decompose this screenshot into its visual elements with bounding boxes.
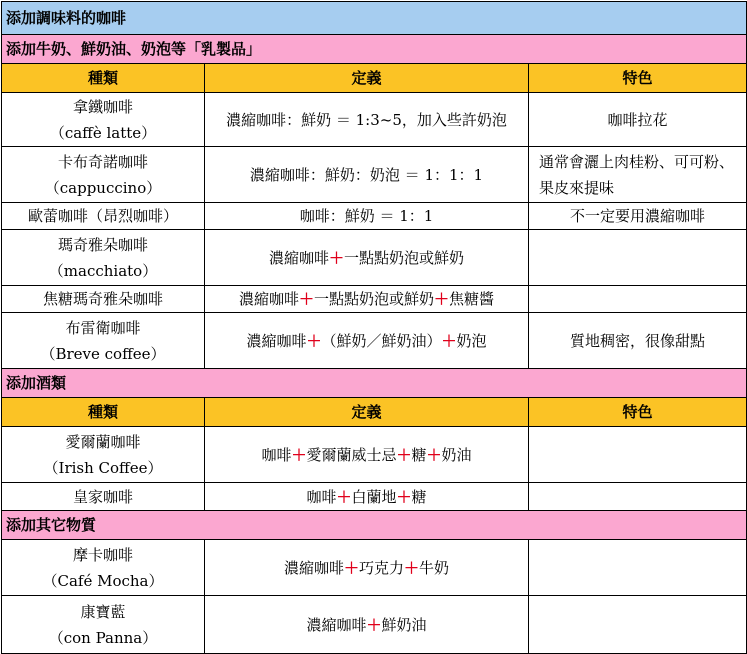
table-row <box>2 230 747 286</box>
definition-cell <box>205 286 529 313</box>
feature-cell: 質地稠密，很像甜點 <box>529 313 747 369</box>
ingredient: 濃縮咖啡 <box>306 615 367 634</box>
coffee-type-cell <box>2 483 205 511</box>
plus-sign: ＋ <box>291 445 307 464</box>
ingredient: 濃縮咖啡 <box>283 558 344 577</box>
definition-cell <box>205 93 529 147</box>
coffee-type-cell <box>2 147 205 203</box>
definition-cell <box>205 230 529 286</box>
ingredient: 糖 <box>411 487 427 506</box>
feature-cell <box>529 596 747 654</box>
coffee-name: 卡布奇諾咖啡 <box>57 152 148 171</box>
ingredient: 白蘭地 <box>351 487 397 506</box>
table-row <box>2 427 747 483</box>
definition-cell <box>205 313 529 369</box>
section-row <box>2 369 747 398</box>
ingredient: （鮮奶／鮮奶油） <box>321 331 442 350</box>
coffee-name: 瑪奇雅朵咖啡 <box>57 235 148 254</box>
coffee-type-cell <box>2 596 205 654</box>
coffee-name: 布雷衛咖啡 <box>65 318 141 337</box>
table-row <box>2 540 747 596</box>
coffee-table <box>1 1 747 654</box>
feature-cell: 不一定要用濃縮咖啡 <box>529 203 747 230</box>
definition-cell <box>205 483 529 511</box>
ingredient: 一點點奶泡或鮮奶 <box>344 248 465 267</box>
coffee-name: 焦糖瑪奇雅朵咖啡 <box>42 290 163 308</box>
ingredient: 濃縮咖啡 <box>246 331 307 350</box>
table-row <box>2 596 747 654</box>
ingredient: 濃縮咖啡 <box>238 290 299 308</box>
table-row <box>2 203 747 230</box>
header-row <box>2 64 747 93</box>
coffee-type-cell <box>2 93 205 147</box>
section-title: 添加酒類 <box>2 369 747 398</box>
ingredient: 濃縮咖啡：鮮奶 ＝ 1:3~5，加入些許奶泡 <box>226 110 507 129</box>
plus-sign: ＋ <box>426 445 442 464</box>
coffee-name-en: （cappuccino） <box>44 178 162 197</box>
plus-sign: ＋ <box>404 558 420 577</box>
feature-cell <box>529 286 747 313</box>
coffee-type-cell <box>2 203 205 230</box>
ingredient: 濃縮咖啡：鮮奶：奶泡 ＝ 1：1：1 <box>249 165 484 184</box>
coffee-name-en: （macchiato） <box>48 261 158 280</box>
table-row <box>2 147 747 203</box>
coffee-name: 拿鐵咖啡 <box>72 97 133 116</box>
plus-sign: ＋ <box>441 331 457 350</box>
plus-sign: ＋ <box>306 331 322 350</box>
plus-sign: ＋ <box>396 487 412 506</box>
ingredient: 咖啡：鮮奶 ＝ 1：1 <box>299 207 434 225</box>
table-title: 添加調味料的咖啡 <box>2 2 747 35</box>
coffee-type-cell <box>2 286 205 313</box>
ingredient: 一點點奶泡或鮮奶 <box>313 290 434 308</box>
header-definition: 定義 <box>205 64 529 93</box>
coffee-name-en: （con Panna） <box>48 628 158 647</box>
plus-sign: ＋ <box>434 290 450 308</box>
coffee-type-cell <box>2 540 205 596</box>
plus-sign: ＋ <box>343 558 359 577</box>
feature-cell <box>529 540 747 596</box>
header-feature: 特色 <box>529 64 747 93</box>
coffee-name-en: （caffè latte） <box>49 123 157 142</box>
table-row <box>2 313 747 369</box>
ingredient: 咖啡 <box>261 445 292 464</box>
coffee-name: 愛爾蘭咖啡 <box>65 432 141 451</box>
header-definition: 定義 <box>205 398 529 427</box>
ingredient: 奶泡 <box>456 331 487 350</box>
coffee-name: 皇家咖啡 <box>72 487 133 506</box>
section-row <box>2 35 747 64</box>
ingredient: 濃縮咖啡 <box>268 248 329 267</box>
ingredient: 愛爾蘭威士忌 <box>306 445 397 464</box>
header-type: 種類 <box>2 398 205 427</box>
coffee-type-cell <box>2 427 205 483</box>
definition-cell <box>205 147 529 203</box>
coffee-type-cell <box>2 313 205 369</box>
table-row <box>2 93 747 147</box>
plus-sign: ＋ <box>366 615 382 634</box>
definition-cell <box>205 427 529 483</box>
ingredient: 巧克力 <box>358 558 404 577</box>
ingredient: 奶油 <box>441 445 472 464</box>
plus-sign: ＋ <box>396 445 412 464</box>
coffee-name: 摩卡咖啡 <box>72 545 133 564</box>
coffee-name-en: （Irish Coffee） <box>43 458 163 477</box>
header-type: 種類 <box>2 64 205 93</box>
table-row <box>2 483 747 511</box>
definition-cell <box>205 596 529 654</box>
feature-cell <box>529 483 747 511</box>
coffee-type-cell <box>2 230 205 286</box>
ingredient: 鮮奶油 <box>381 615 427 634</box>
table-row <box>2 286 747 313</box>
coffee-name: 歐蕾咖啡（昂烈咖啡） <box>27 207 178 225</box>
coffee-name-en: （Breve coffee） <box>40 344 166 363</box>
definition-cell <box>205 540 529 596</box>
ingredient: 咖啡 <box>306 487 337 506</box>
section-title: 添加牛奶、鮮奶油、奶泡等「乳製品」 <box>2 35 747 64</box>
title-row <box>2 2 747 35</box>
ingredient: 糖 <box>411 445 427 464</box>
plus-sign: ＋ <box>328 248 344 267</box>
section-row <box>2 511 747 540</box>
plus-sign: ＋ <box>298 290 314 308</box>
feature-cell: 通常會灑上肉桂粉、可可粉、果皮來提味 <box>529 147 747 203</box>
coffee-name-en: （Café Mocha） <box>42 571 164 590</box>
feature-cell: 咖啡拉花 <box>529 93 747 147</box>
coffee-name: 康寶藍 <box>80 602 126 621</box>
feature-cell <box>529 230 747 286</box>
section-title: 添加其它物質 <box>2 511 747 540</box>
header-feature: 特色 <box>529 398 747 427</box>
ingredient: 牛奶 <box>419 558 450 577</box>
plus-sign: ＋ <box>336 487 352 506</box>
header-row <box>2 398 747 427</box>
definition-cell <box>205 203 529 230</box>
ingredient: 焦糖醬 <box>449 290 495 308</box>
feature-cell <box>529 427 747 483</box>
